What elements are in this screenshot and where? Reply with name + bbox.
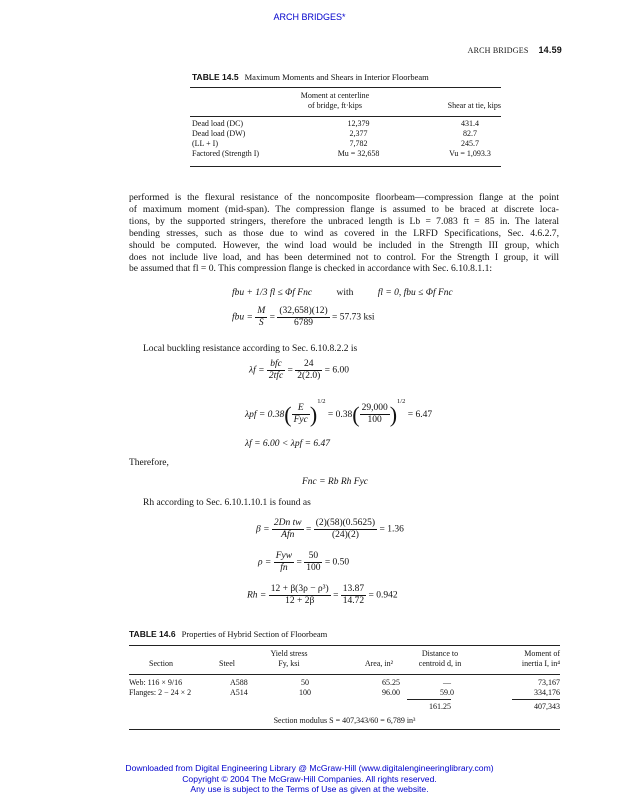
equation-rho: ρ = $\frac{\text{Fyw}}{fn}$ = $\frac{50}{100}$ = 0.50 <box>258 551 350 573</box>
equation-fbu: fbu = $\frac{M}{S}$ = $\frac{(32,658)(12)}{6789}$ = 57.73 ksi <box>232 306 375 328</box>
table-14-6-caption <box>129 629 327 639</box>
col-head-dist-b: centroid d, in <box>418 659 462 668</box>
table-rule <box>190 166 501 167</box>
col-head-moment-a: Moment at centerline <box>300 91 370 100</box>
row-label: Dead load (DW) <box>192 129 246 138</box>
col-head-area: Area, in² <box>364 659 393 668</box>
col-head-yield-b: Fy, ksi <box>278 659 300 668</box>
cell-area: 96.00 <box>382 688 400 697</box>
row-label: Factored (Strength I) <box>192 149 260 158</box>
paragraph-line: bending stresses, such as those due to wind as covered in the LRFD Specifications, Sec. 4.6.2.7, <box>129 227 559 239</box>
paragraph-line: performed is the flexural resistance of the noncomposite floorbeam—compression flange at the point <box>129 192 559 203</box>
cell-fy: 100 <box>299 688 311 697</box>
paragraph-line: should be computed. However, the wind load would be included in the Strength III group, which <box>129 239 559 251</box>
cell-shear: Vu = 1,093.3 <box>449 149 491 158</box>
text-rh: Rh according to Sec. 6.10.1.10.1 is found as <box>143 498 311 508</box>
cell-shear: 82.7 <box>463 129 477 138</box>
cell-steel: A514 <box>230 688 248 697</box>
cell-moment: 12,379 <box>347 119 370 128</box>
table-rule <box>190 87 501 88</box>
table-row <box>190 139 501 149</box>
table-row <box>190 129 501 139</box>
col-head-dist-a: Distance to <box>421 649 459 658</box>
table-caption: Maximum Moments and Shears in Interior Floorbeam <box>244 72 429 82</box>
row-label: Dead load (DC) <box>192 119 244 128</box>
footer-terms: Any use is subject to the Terms of Use as given at the website. <box>190 784 429 794</box>
text-therefore: Therefore, <box>129 458 169 468</box>
row-label: (LL + I) <box>192 139 218 148</box>
table-row <box>190 119 501 129</box>
table-rule <box>190 116 501 117</box>
paragraph-line: tions, by the supported stringers, therefore the unbraced length is Lb = 7.083 ft = 85 in. The lateral <box>129 215 559 227</box>
col-head-moment-b: of bridge, ft·kips <box>308 101 362 110</box>
cell-section: Flanges: 2 − 24 × 2 <box>129 688 192 697</box>
table-14-6 <box>129 678 560 698</box>
total-inertia: 407,343 <box>534 702 560 711</box>
equation-rh: Rh = $\frac{\text{12 + β(3ρ − ρ³)}}{12 + 2\beta}$ = $\frac{13.87}{14.72}$ = 0.942 <box>247 584 398 606</box>
table-14-5-caption <box>192 72 429 82</box>
page-number: 14.59 <box>538 45 562 55</box>
cell-steel: A588 <box>230 678 248 687</box>
body-paragraph <box>129 192 559 275</box>
cell-d: 59.0 <box>440 688 454 697</box>
cell-moment: 7,782 <box>349 139 368 148</box>
equation-flexural-check: fbu + 1/3 fl ≤ Φf Fnc with fl = 0, fbu ≤ Φf Fnc <box>232 288 453 298</box>
table-rule <box>129 645 560 646</box>
running-head <box>468 45 562 55</box>
table-row <box>190 149 501 159</box>
table-row <box>129 678 560 688</box>
sum-rule-area <box>407 699 451 700</box>
paragraph-line: of maximum moment (mid-span). The compression flange is assumed to be braced at discrete loca- <box>129 203 559 215</box>
col-head-yield-a: Yield stress <box>270 649 308 658</box>
equation-lambda-pf: λpf = 0.38( $\frac{E}{\text{Fyc}}$ )$^{1/2}$ = 0.38( $\frac{29,000}{100}$ )$^{1/2}$ = 6.47 <box>245 398 433 427</box>
cell-area: 65.25 <box>382 678 400 687</box>
col-head-inertia-b: inertia I, in⁴ <box>521 659 560 668</box>
section-modulus-note: Section modulus S = 407,343/60 = 6,789 in³ <box>273 716 416 725</box>
cell-inertia: 334,176 <box>534 688 560 697</box>
table-14-6-header <box>129 649 560 669</box>
cell-shear: 245.7 <box>461 139 479 148</box>
header-banner: ARCH BRIDGES* <box>273 12 346 22</box>
table-rule <box>129 674 560 675</box>
total-area: 161.25 <box>429 702 451 711</box>
col-head-inertia-a: Moment of <box>524 649 560 658</box>
equation-lambda-compare: λf = 6.00 < λpf = 6.47 <box>245 439 330 449</box>
cell-d: — <box>443 678 451 687</box>
cell-fy: 50 <box>301 678 309 687</box>
table-row <box>129 688 560 698</box>
table-14-5 <box>190 119 501 159</box>
footer-notice <box>0 763 619 795</box>
table-number: TABLE 14.6 <box>129 629 176 639</box>
table-number: TABLE 14.5 <box>192 72 239 82</box>
equation-lambda-f: λf = $\frac{\text{bfc}}{\text{2tfc}}$ = $\frac{24}{2(2.0)}$ = 6.00 <box>249 359 349 381</box>
table-rule <box>129 729 560 730</box>
text-local-buckling: Local buckling resistance according to Sec. 6.10.8.2.2 is <box>143 344 358 354</box>
equation-fnc: Fnc = Rb Rh Fyc <box>302 477 369 487</box>
footer-copyright: Copyright © 2004 The McGraw-Hill Companies. All rights reserved. <box>182 773 437 784</box>
col-head-section: Section <box>149 659 173 668</box>
table-caption: Properties of Hybrid Section of Floorbeam <box>181 629 328 639</box>
cell-moment: Mu = 32,658 <box>337 149 380 158</box>
col-head-steel: Steel <box>219 659 235 668</box>
paragraph-line: does not include live load, and has been determined not to control. For the Strength I group, it will <box>129 251 559 263</box>
cell-section: Web: 116 × 9/16 <box>129 678 183 687</box>
cell-shear: 431.4 <box>461 119 479 128</box>
equation-beta: β = $\frac{\text{2Dn tw}}{\text{Afn}}$ = $\frac{(2)(58)(0.5625)}{(24)(2)}$ = 1.36 <box>256 518 404 540</box>
footer-link[interactable]: Downloaded from Digital Engineering Library @ McGraw-Hill (www.digitalengineeringlibrary.com) <box>125 763 494 773</box>
cell-inertia: 73,167 <box>538 678 560 687</box>
cell-moment: 2,377 <box>349 129 368 138</box>
sum-rule-inertia <box>512 699 560 700</box>
running-head-title: ARCH BRIDGES <box>467 46 529 55</box>
paragraph-line: be assumed that fl = 0. This compression flange is checked in accordance with Sec. 6.10.8.1.1: <box>129 263 493 275</box>
col-head-shear: Shear at tie, kips <box>447 101 501 110</box>
